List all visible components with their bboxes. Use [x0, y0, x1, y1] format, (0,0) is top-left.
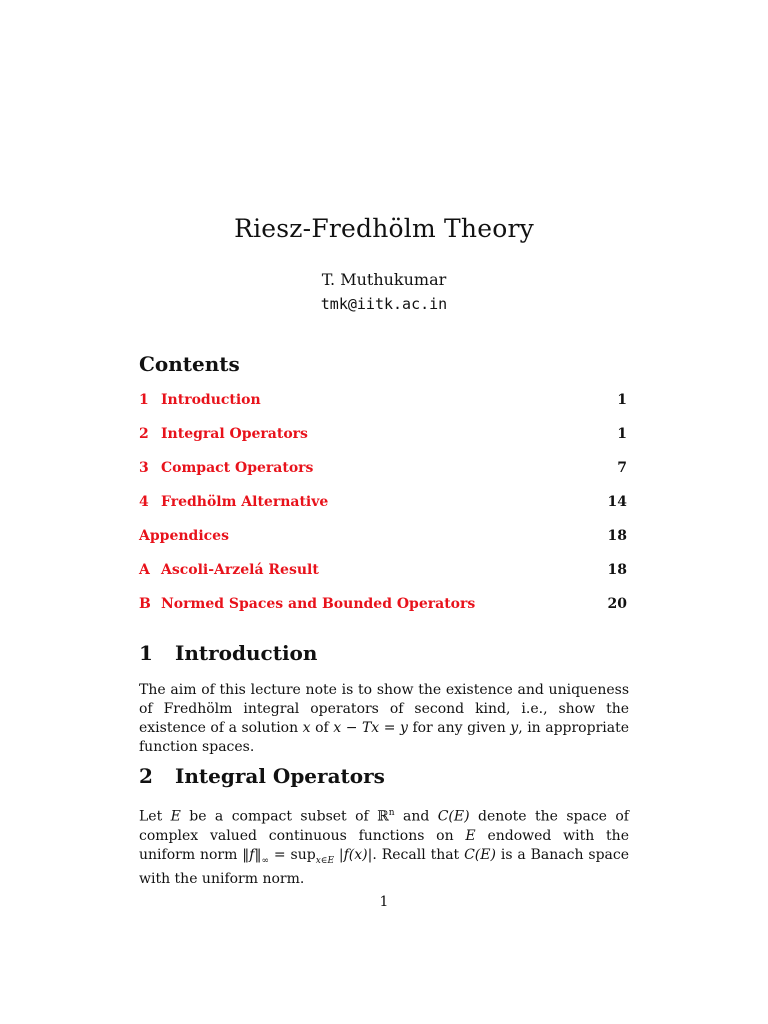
paper-title: Riesz-Fredhölm Theory [234, 214, 534, 243]
toc-link-normed-spaces[interactable]: B Normed Spaces and Bounded Operators [139, 596, 476, 612]
toc-link-introduction[interactable]: 1 Introduction [139, 392, 261, 408]
toc-row-ascoli-arzela [139, 562, 627, 596]
toc-link-appendices[interactable]: Appendices [139, 528, 229, 544]
toc-link-ascoli-arzela[interactable]: A Ascoli-Arzelá Result [139, 562, 319, 578]
integral-operators-paragraph: Let E be a compact subset of ℝ$^n$ and C(E) denote the space of complex valued continuous functions on E endowed with the uniform norm $‖f‖_\infty = sup_{x\in E}$ |f(x)|. Recall that C(E) is a Banach space with the uniform norm. [139, 808, 630, 888]
introduction-paragraph: The aim of this lecture note is to show the existence and uniqueness of Fredhölm integral operators of second kind, i.e., show the existence of a solution x of x − Tx = y for any given y, in appropriate function spaces. [139, 682, 629, 755]
contents-heading: Contents [139, 352, 240, 376]
toc-page-number: 1 [617, 392, 627, 408]
toc-row-compact-operators [139, 460, 627, 494]
toc-page-number: 18 [607, 562, 627, 578]
author-name: T. Muthukumar [321, 270, 447, 289]
toc-row-fredholm-alternative [139, 494, 627, 528]
toc-link-integral-operators[interactable]: 2 Integral Operators [139, 426, 308, 442]
toc-page-number: 18 [607, 528, 627, 544]
page-number: 1 [379, 894, 389, 910]
toc-page-number: 7 [617, 460, 627, 476]
toc-row-appendices [139, 528, 627, 562]
table-of-contents [139, 392, 627, 630]
toc-page-number: 20 [607, 596, 627, 612]
section-heading-integral-operators: 2 Integral Operators [139, 764, 385, 788]
toc-link-fredholm-alternative[interactable]: 4 Fredhölm Alternative [139, 494, 329, 510]
toc-page-number: 14 [607, 494, 627, 510]
toc-row-integral-operators [139, 426, 627, 460]
section-heading-introduction: 1 Introduction [139, 641, 318, 665]
toc-row-introduction [139, 392, 627, 426]
toc-row-normed-spaces [139, 596, 627, 630]
toc-page-number: 1 [617, 426, 627, 442]
toc-link-compact-operators[interactable]: 3 Compact Operators [139, 460, 314, 476]
author-email[interactable]: tmk@iitk.ac.in [320, 295, 448, 313]
